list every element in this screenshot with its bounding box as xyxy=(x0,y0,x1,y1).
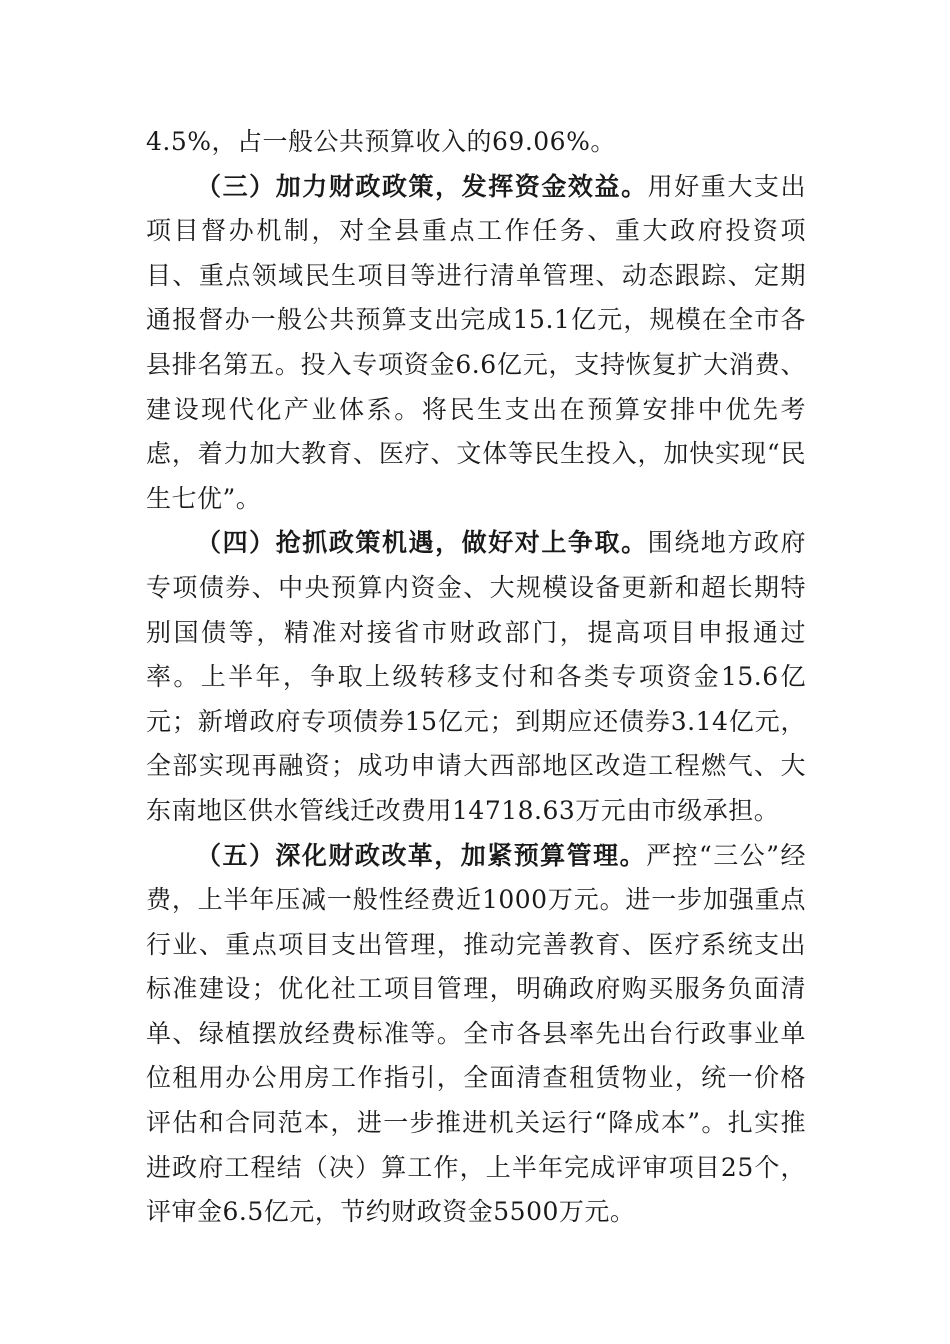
section-heading: （四）抢抓政策机遇，做好对上争取。 xyxy=(196,528,648,558)
paragraph-continuation xyxy=(146,120,806,165)
section-heading: （五）深化财政改革，加紧预算管理。 xyxy=(196,840,647,870)
paragraph-body: 围绕地方政府专项债券、中央预算内资金、大规模设备更新和超长期特别国债等，精准对接省市财政部门，提高项目申报通过率。上半年，争取上级转移支付和各类专项资金15.6亿元；新增政府专项债券15亿元；到期应还债券3.14亿元，全部实现再融资；成功申请大西部地区改造工程燃气、大东南地区供水管线迁改费用14718.63万元由市级承担。 xyxy=(146,528,806,825)
paragraph-body: 4.5%，占一般公共预算收入的69.06%。 xyxy=(146,127,616,156)
paragraph-body: 用好重大支出项目督办机制，对全县重点工作任务、重大政府投资项目、重点领域民生项目等进行清单管理、动态跟踪、定期通报督办一般公共预算支出完成15.1亿元，规模在全市各县排名第五。投入专项资金6.6亿元，支持恢复扩大消费、建设现代化产业体系。将民生支出在预算安排中优先考虑，着力加大教育、医疗、文体等民生投入，加快实现“民生七优”。 xyxy=(146,171,806,513)
section-heading: （三）加力财政政策，发挥资金效益。 xyxy=(196,171,648,201)
paragraph-section-4 xyxy=(146,521,806,833)
document-page xyxy=(146,120,806,1235)
paragraph-section-5 xyxy=(146,834,806,1235)
paragraph-body: 严控“三公”经费，上半年压减一般性经费近1000万元。进一步加强重点行业、重点项目支出管理，推动完善教育、医疗系统支出标准建设；优化社工项目管理，明确政府购买服务负面清单、绿植摆放经费标准等。全市各县率先出台行政事业单位租用办公用房工作指引，全面清查租赁物业，统一价格评估和合同范本，进一步推进机关运行“降成本”。扎实推进政府工程结（决）算工作，上半年完成评审项目25个，评审金6.5亿元，节约财政资金5500万元。 xyxy=(146,840,806,1227)
paragraph-section-3 xyxy=(146,165,806,522)
